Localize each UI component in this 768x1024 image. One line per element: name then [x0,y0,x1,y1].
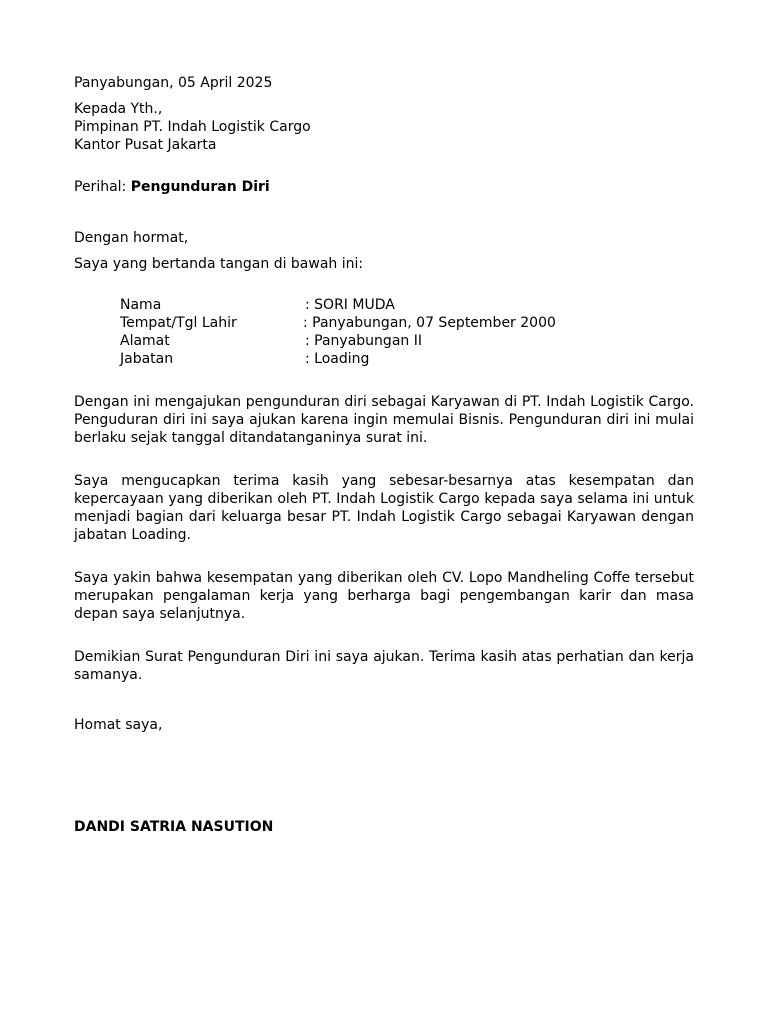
body-paragraph-4: Demikian Surat Pengunduran Diri ini saya ajukan. Terima kasih atas perhatian dan kerja samanya. [74,649,694,683]
body-paragraph-1: Dengan ini mengajukan pengunduran diri sebagai Karyawan di PT. Indah Logistik Cargo. Penguduran diri ini saya ajukan karena ingin memulai Bisnis. Pengunduran diri ini mulai berlaku sejak tanggal ditandatanganinya surat ini. [74,394,694,446]
identity-row-jabatan [120,350,640,368]
body-paragraph-3: Saya yakin bahwa kesempatan yang diberikan oleh CV. Lopo Mandheling Coffe tersebut merupakan pengalaman kerja yang berharga bagi pengembangan karir dan masa depan saya selanjutnya. [74,570,694,622]
identity-row-ttl [120,314,640,332]
identity-label: Nama [120,297,162,313]
identity-label: Tempat/Tgl Lahir [120,315,237,331]
identity-row-alamat [120,332,640,350]
place-date-text: Panyabungan, 05 April 2025 [74,75,273,91]
recipient-name: Pimpinan PT. Indah Logistik Cargo [74,119,311,135]
identity-value: : SORI MUDA [305,297,395,313]
intro-text: Saya yang bertanda tangan di bawah ini: [74,256,364,272]
identity-row-nama [120,296,640,314]
signatory [74,818,694,836]
signatory-name: DANDI SATRIA NASUTION [74,819,274,835]
identity-label: Alamat [120,333,170,349]
intro [74,255,694,273]
recipient-greeting: Kepada Yth., [74,101,163,117]
subject-label: Perihal: [74,179,127,195]
recipient-office: Kantor Pusat Jakarta [74,137,217,153]
identity-value: : Loading [305,351,370,367]
identity-label: Jabatan [120,351,174,367]
identity-table [120,296,640,368]
closing-text: Homat saya, [74,717,163,733]
subject-value: Pengunduran Diri [130,179,270,195]
salutation [74,229,694,247]
closing [74,716,694,734]
recipient-block [74,100,694,154]
salutation-text: Dengan hormat, [74,230,189,246]
place-date [74,74,694,92]
subject-line [74,178,694,196]
identity-value: : Panyabungan, 07 September 2000 [303,315,556,331]
body-paragraph-2: Saya mengucapkan terima kasih yang sebesar-besarnya atas kesempatan dan kepercayaan yang diberikan oleh PT. Indah Logistik Cargo kepada saya selama ini untuk menjadi bagian dari keluarga besar PT. Indah Logistik Cargo sebagai Karyawan dengan jabatan Loading. [74,473,694,543]
identity-value: : Panyabungan II [305,333,422,349]
